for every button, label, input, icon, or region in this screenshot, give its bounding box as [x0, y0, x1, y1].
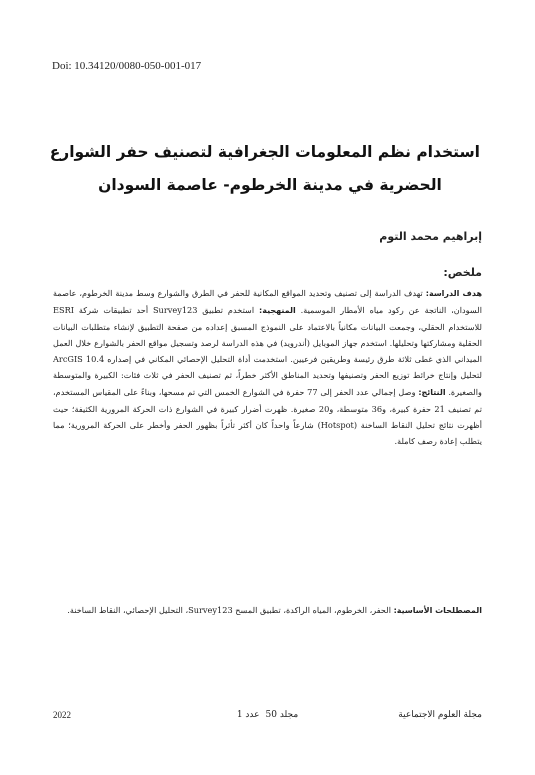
results-text: وصل إجمالي عدد الحفر إلى 77 حفرة في الشوارع الخمس التي تم مسحها، وبناءً على المقياس المستخدم، تم تصنيف 21 حفرة كبيرة، و36 متوسطة، و20 صغيرة. ظهرت أضرار كبيرة في الشوارع ذات الحركة المرورية الكثيفة؛ حيث أظهرت نتائج تحليل النقاط الساخنة (Hotspot) شارعاً واحداً كان أكثر تأثراً بظهور الحفر وأخطر على الحركة المرورية؛ مما يتطلب إعادة رصف كاملة. [53, 386, 483, 446]
footer-year: 2022 [53, 710, 71, 720]
goal-label: هدف الدراسة: [425, 289, 482, 298]
footer-volume-issue [0, 710, 535, 720]
author-name: إبراهيم محمد التوم [379, 230, 482, 243]
keywords-text: الحفر، الخرطوم، المياه الراكدة، تطبيق المسح Survey123، التحليل الإحصائي، النقاط الساخنة. [67, 605, 394, 615]
doi-text: Doi: 10.34120/0080-050-001-017 [52, 60, 202, 72]
footer-journal-name: مجلة العلوم الاجتماعية [398, 710, 482, 720]
keywords [53, 602, 482, 619]
results-label: النتائج: [418, 387, 446, 397]
goal-text: تهدف الدراسة إلى تصنيف وتحديد المواقع المكانية للحفر في الطرق والشوارع وسط مدينة الخرطوم، عاصمة السودان، الناتجة عن ركود مياه الأمطار الموسمية. [53, 288, 482, 316]
abstract-heading: ملخص: [443, 266, 482, 279]
title-line-2: الحضرية في مدينة الخرطوم- عاصمة السودان [98, 176, 442, 194]
method-label: المنهجية: [259, 306, 296, 316]
abstract-body [53, 285, 482, 449]
footer-volume: مجلد 50 [265, 710, 299, 720]
keywords-label: المصطلحات الأساسية: [393, 606, 482, 615]
footer-issue: عدد 1 [236, 710, 260, 720]
method-text: استخدم تطبيق Survey123 أحد تطبيقات شركة ESRI للاستخدام الحقلي، وجمعت البيانات مكانياً بالاعتماد على النموذج المسبق إعداده من صفحة التطبيق لإنشاء متطلبات البيانات الحقلية ومشاركتها وتحليلها. استخدم جهاز الموبايل (أندرويد) في هذه الدراسة لرصد وتسجيل مواقع الحفر بالشوارع خلال العمل الميداني الذي غطى ثلاثة طرق رئيسة وطريقين فرعيين. استخدمت أداة التحليل الإحصائي المكاني في إصداره ArcGIS 10.4 لتحليل وإنتاج خرائط توزيع الحفر وتصنيفها وتحديد المناطق الأكثر خطراً، ثم تصنيف الحفر في ثلاث فئات: الكبيرة والمتوسطة والصغيرة. [53, 305, 482, 397]
title-line-1: استخدام نظم المعلومات الجغرافية لتصنيف حفر الشوارع [49, 143, 480, 161]
article-title [49, 136, 480, 202]
